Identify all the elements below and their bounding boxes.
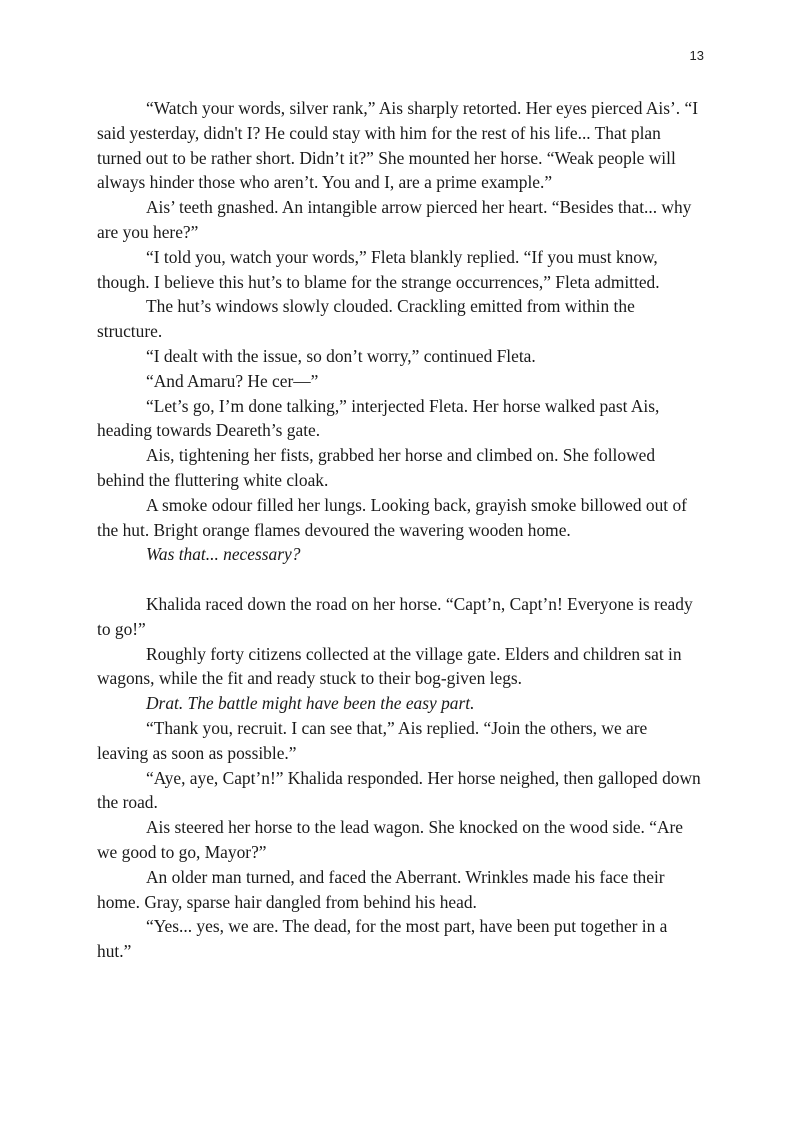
paragraph: Ais’ teeth gnashed. An intangible arrow pierced her heart. “Besides that... why are you here?” <box>97 197 692 242</box>
section-break <box>97 567 701 592</box>
paragraph: “Let’s go, I’m done talking,” interjected Fleta. Her horse walked past Ais, heading towards Deareth’s gate. <box>97 395 660 441</box>
paragraph: “Thank you, recruit. I can see that,” Ais replied. “Join the others, we are leaving as soon as possible.” <box>97 717 648 763</box>
page-number: 13 <box>689 48 704 63</box>
paragraph: “Aye, aye, Capt’n!” Khalida responded. Her horse neighed, then galloped down the road. <box>97 767 701 813</box>
paragraph: “And Amaru? He cer—” <box>146 370 319 391</box>
body-text <box>97 96 701 964</box>
paragraph: “I told you, watch your words,” Fleta blankly replied. “If you must know, though. I believe this hut’s to blame for the strange occurrences,” Fleta admitted. <box>97 246 660 292</box>
paragraph: The hut’s windows slowly clouded. Crackling emitted from within the structure. <box>97 296 635 342</box>
paragraph: A smoke odour filled her lungs. Looking back, grayish smoke billowed out of the hut. Bright orange flames devoured the wavering wooden home. <box>97 494 687 540</box>
paragraph: Ais, tightening her fists, grabbed her horse and climbed on. She followed behind the fluttering white cloak. <box>97 445 656 490</box>
paragraph: Khalida raced down the road on her horse. “Capt’n, Capt’n! Everyone is ready to go!” <box>97 593 693 639</box>
paragraph: “Yes... yes, we are. The dead, for the most part, have been put together in a hut.” <box>97 916 668 962</box>
italic-thought-paragraph: Was that... necessary? <box>146 544 301 565</box>
paragraph: “Watch your words, silver rank,” Ais sharply retorted. Her eyes pierced Ais’. “I said yesterday, didn't I? He could stay with him for the rest of his life... That plan turned out to be rather short. Didn’t it?” She mounted her horse. “Weak people will always hinder those who aren’t. You and I, are a prime example.” <box>97 98 699 193</box>
paragraph: An older man turned, and faced the Aberrant. Wrinkles made his face their home. Gray, sparse hair dangled from behind his head. <box>97 866 665 912</box>
paragraph: Ais steered her horse to the lead wagon. She knocked on the wood side. “Are we good to go, Mayor?” <box>97 817 684 862</box>
paragraph: Roughly forty citizens collected at the village gate. Elders and children sat in wagons, while the fit and ready stuck to their bog-given legs. <box>97 643 682 689</box>
italic-thought-paragraph: Drat. The battle might have been the easy part. <box>146 693 475 714</box>
paragraph: “I dealt with the issue, so don’t worry,” continued Fleta. <box>146 345 536 366</box>
